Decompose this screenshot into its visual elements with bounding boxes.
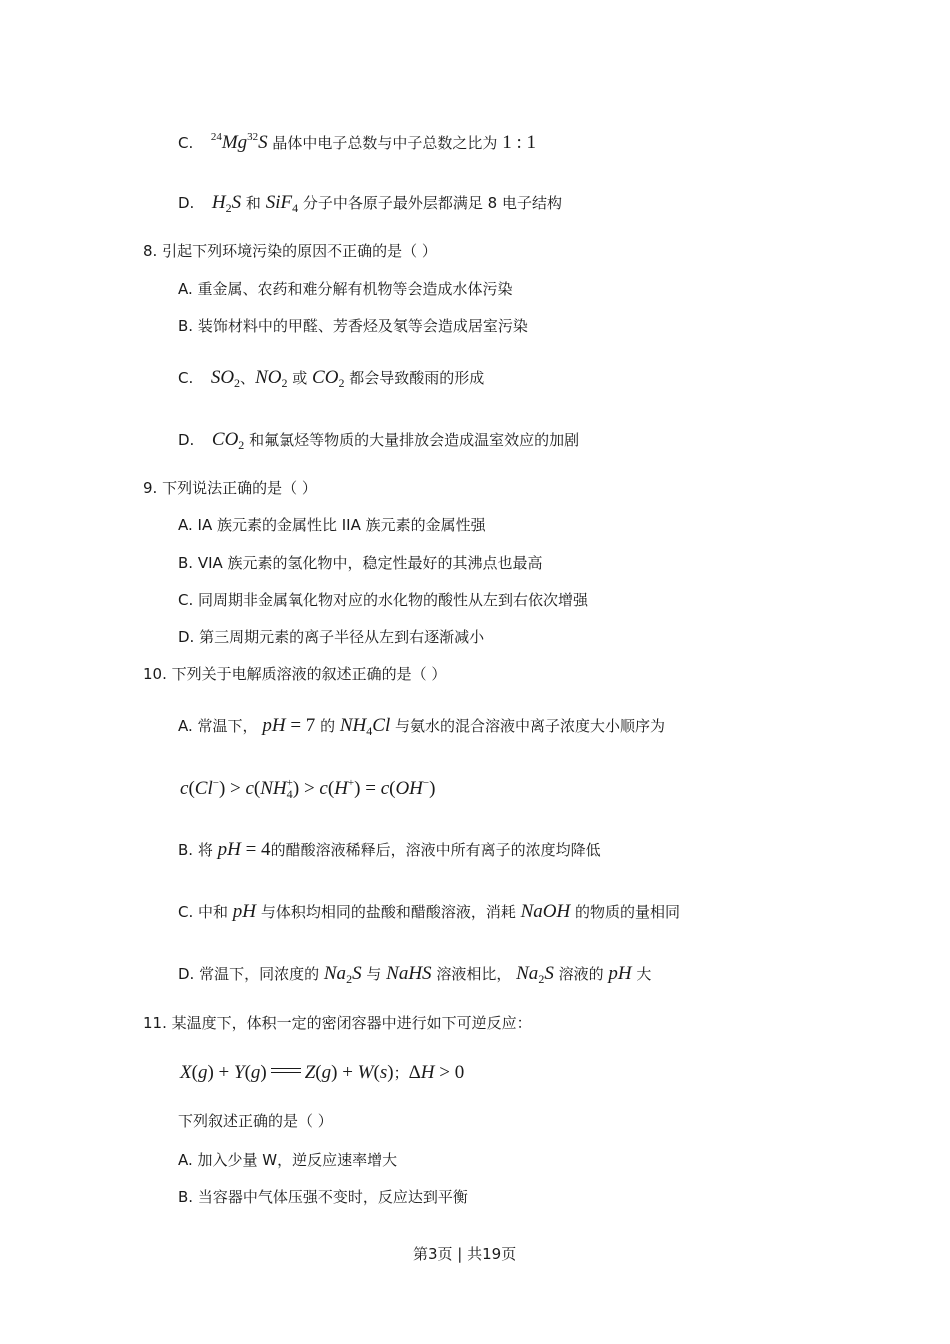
ph-symbol-c: pH — [232, 901, 257, 922]
q7-c-text: 晶体中电子总数与中子总数之比为 — [272, 134, 498, 152]
q9-option-c: C. 同周期非金属氧化物对应的水化物的酸性从左到右依次增强 — [178, 591, 589, 609]
ph-symbol: pH = 7 — [262, 715, 316, 736]
q9-stem: 9. 下列说法正确的是（ ） — [143, 479, 317, 497]
ph-symbol-b: pH = 4 — [217, 839, 271, 860]
q7-c-formula-mgs: $^{24}$Mg$^{32}$S — [210, 131, 268, 153]
formula-nh4cl: $NH_4Cl$ — [339, 715, 391, 738]
q8-option-b: B. 装饰材料中的甲醛、芳香烃及氡等会造成居室污染 — [178, 317, 528, 335]
q7-c-ratio: 1 : 1 — [502, 132, 536, 153]
formula-nahs: NaHS — [386, 963, 432, 984]
formula-na2s-2: $Na_2S$ — [516, 963, 554, 986]
q11-option-a: A. 加入少量 W，逆反应速率增大 — [178, 1151, 398, 1169]
formula-naoh: NaOH — [520, 901, 571, 922]
q11-sub-stem: 下列叙述正确的是（ ） — [178, 1112, 333, 1130]
q8-option-c: C. $SO_2$、$NO_2$ 或 $CO_2$ 都会导致酸雨的形成 — [178, 367, 485, 390]
q7-d-text: 分子中各原子最外层都满足 8 电子结构 — [302, 194, 562, 212]
q10-stem: 10. 下列关于电解质溶液的叙述正确的是（ ） — [143, 665, 447, 683]
formula-so2: $SO_2$ — [210, 367, 241, 390]
formula-na2s: $Na_2S$ — [323, 963, 362, 986]
q7-d-label: D. — [178, 194, 195, 212]
ph-symbol-d: pH — [608, 963, 632, 984]
q7-c-label: C. — [178, 134, 194, 152]
q7-d-formula-h2s: $H_2S$ — [211, 192, 242, 215]
q9-option-b: B. VIA 族元素的氢化物中，稳定性最好的其沸点也最高 — [178, 554, 543, 572]
q9-option-d: D. 第三周期元素的离子半径从左到右逐渐减小 — [178, 628, 485, 646]
q8-stem: 8. 引起下列环境污染的原因不正确的是（ ） — [143, 242, 437, 260]
q10-option-c: C. 中和 pH 与体积均相同的盐酸和醋酸溶液，消耗 NaOH 的物质的量相同 — [178, 901, 681, 922]
page-footer: 第3页 | 共19页 — [413, 1245, 517, 1263]
q10-option-b: B. 将 pH = 4的醋酸溶液稀释后，溶液中所有离子的浓度均降低 — [178, 839, 601, 860]
formula-co2: $CO_2$ — [312, 367, 345, 390]
q8-option-a: A. 重金属、农药和难分解有机物等会造成水体污染 — [178, 280, 513, 298]
q9-option-a: A. IA 族元素的金属性比 IIA 族元素的金属性强 — [178, 516, 486, 534]
formula-no2: $NO_2$ — [255, 367, 288, 390]
q11-stem: 11. 某温度下，体积一定的密闭容器中进行如下可逆反应： — [143, 1014, 532, 1032]
q7-d-formula-sif4: SiF$_4$ — [265, 192, 299, 215]
q7-option-d — [178, 193, 562, 214]
q10-option-d: D. 常温下，同浓度的 $Na_2S$ 与 NaHS 溶液相比， $Na_2S$ 溶液的 pH 大 — [178, 963, 652, 986]
q7-option-c — [178, 132, 536, 152]
q11-reaction-equation: X(g) + Y(g) Z(g) + W(s)；ΔH > 0 — [180, 1062, 465, 1083]
reversible-arrow-icon — [271, 1067, 301, 1075]
q8-option-d: D. $CO_2$ 和氟氯烃等物质的大量排放会造成温室效应的加剧 — [178, 429, 580, 452]
formula-co2-d: $CO_2$ — [211, 429, 245, 452]
q11-option-b: B. 当容器中气体压强不变时，反应达到平衡 — [178, 1188, 468, 1206]
q10-a-concentration-order: $c(Cl^-) > c(NH_4^+) > c(H^+) = c(OH^-)$ — [180, 777, 436, 801]
q10-option-a: A. 常温下， pH = 7 的 $NH_4Cl$ 与氨水的混合溶液中离子浓度大小顺序为 — [178, 715, 666, 738]
q7-d-conj: 和 — [245, 194, 261, 212]
